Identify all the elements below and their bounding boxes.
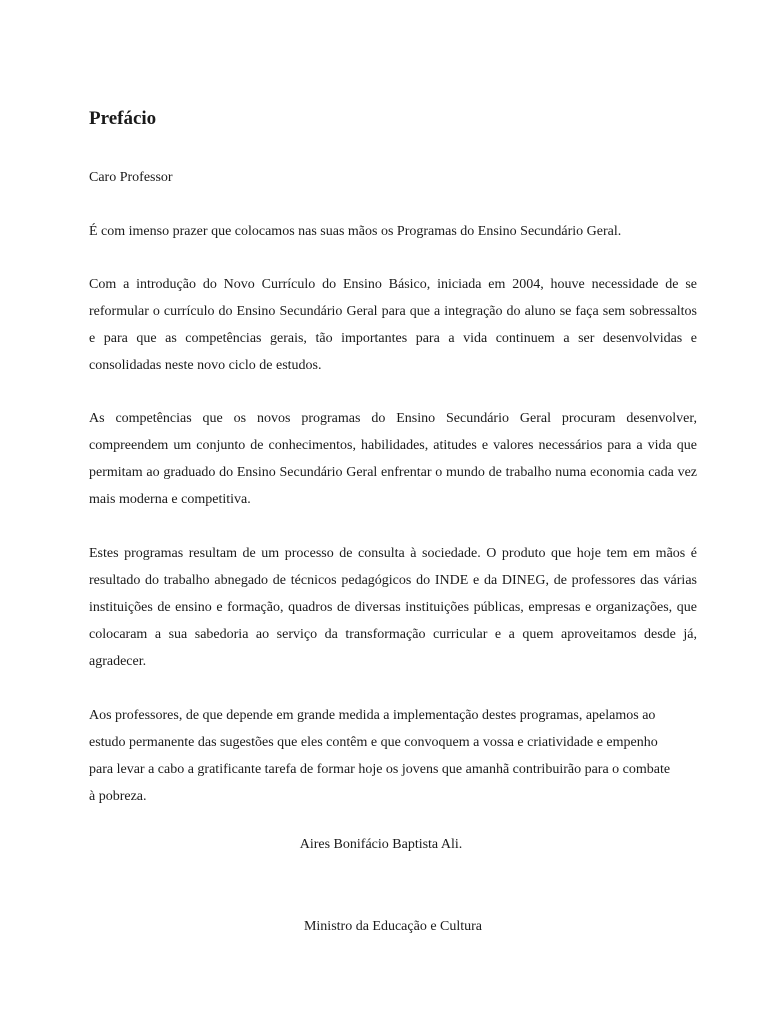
paragraph-competencies: As competências que os novos programas do Ensino Secundário Geral procuram desenvolver, compreendem um conjunto de conhecimentos, habilidades, atitudes e valores necessários para a vida que permitam ao graduado do Ensino Secundário Geral enfrentar o mundo de trabalho numa economia cada vez mais moderna e competitiva.	[89, 411, 697, 507]
page-title: Prefácio	[89, 108, 157, 129]
paragraph-intro: É com imenso prazer que colocamos nas suas mãos os Programas do Ensino Secundário Geral.	[89, 224, 622, 239]
paragraph-teachers: Aos professores, de que depende em grande medida a implementação destes programas, apelamos ao estudo permanente das sugestões que eles contêm e que convoquem a vossa e criatividade e empenho para levar a cabo a gratificante tarefa de formar hoje os jovens que amanhã contribuirão para o combate à pobreza.	[89, 708, 671, 804]
signature-role: Ministro da Educação e Cultura	[303, 919, 483, 934]
paragraph-curriculum: Com a introdução do Novo Currículo do Ensino Básico, iniciada em 2004, houve necessidade de se reformular o currículo do Ensino Secundário Geral para que a integração do aluno se faça sem sobressaltos e para que as competências gerais, tão importantes para a vida continuem a ser desenvolvidas e consolidadas neste novo ciclo de estudos.	[89, 277, 697, 373]
signature-name: Aires Bonifácio Baptista Ali.	[299, 837, 463, 852]
paragraph-consultation: Estes programas resultam de um processo de consulta à sociedade. O produto que hoje tem em mãos é resultado do trabalho abnegado de técnicos pedagógicos do INDE e da DINEG, de professores das várias instituições de ensino e formação, quadros de diversas instituições públicas, empresas e organizações, que colocaram a sua sabedoria ao serviço da transformação curricular e a quem aproveitamos desde já, agradecer.	[89, 546, 697, 669]
salutation: Caro Professor	[89, 170, 173, 185]
